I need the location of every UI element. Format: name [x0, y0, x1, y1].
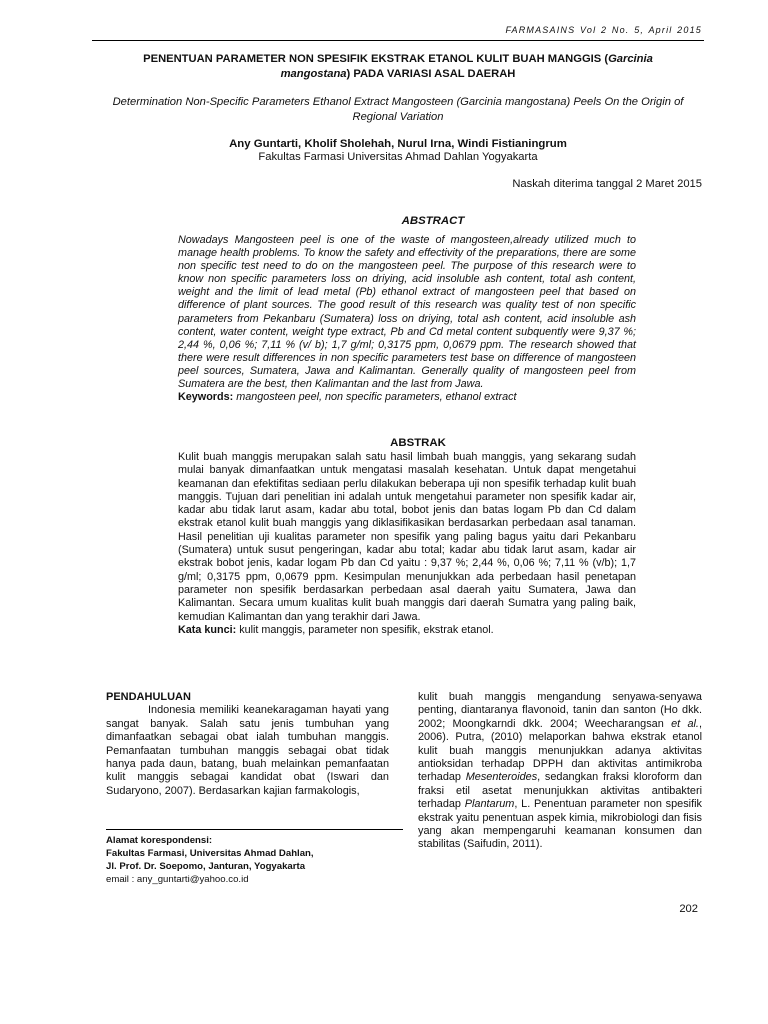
section-heading: PENDAHULUAN	[106, 691, 191, 703]
intro-text-4: , L. Penentuan parameter non spesifik ekstrak yaitu penentuan aspek kimia, mikrobiologi dan fisis yang akan mempengaruhi keamanan konsumen dan stabilitas (Saifudin, 2011).	[418, 798, 702, 851]
intro-right-column	[418, 691, 702, 852]
affiliation: Fakultas Farmasi Universitas Ahmad Dahlan Yogyakarta	[258, 151, 538, 163]
keywords-text: mangosteen peel, non specific parameters, ethanol extract	[233, 391, 517, 404]
abstract-text: Nowadays Mangosteen peel is one of the waste of mangosteen,already utilized much to manage health problems. To know the safety and effectivity of the preparations, there are some non specific test need to do on the mangosteen peel. The purpose of this research were to know non specific parameters loss on driying, acid insoluble ash content, total ash content, weight and the limit of lead metal (Pb) ethanol extract of mangosteen peel that based on difference of plant sources. The good result of this research was quality test of non specific parameters from Pekanbaru (Sumatera) loss on driying, total ash content, acid insoluble ash content, water content, weight type extract, Pb and Cd metal content subquently were 9,37 %; 2,44 %, 0,06 %; 7,11 % (v/ b); 1,7 g/ml; 0,3175 ppm, 0,0679 ppm. The research showed that there were result differences in non specific parameters test base on difference of mangosteen peel sources, Sumatera, Jawa and Kalimantan. Generally quality of mangosteen peel from Sumatera are the best, then Kalimantan and the last from Jawa.	[178, 234, 636, 391]
running-head: FARMASAINS Vol 2 No. 5, April 2015	[505, 25, 702, 35]
abstract-body	[178, 234, 636, 404]
correspondence-line-1: Fakultas Farmasi, Universitas Ahmad Dahlan,	[106, 848, 314, 859]
keywords-label: Keywords:	[178, 391, 234, 404]
intro-mesenteroides: Mesenteroides	[465, 771, 538, 784]
abstract-keywords	[178, 391, 636, 404]
abstrak-heading: ABSTRAK	[390, 437, 446, 449]
title-part-2: ) PADA VARIASI ASAL DAERAH	[346, 68, 516, 80]
intro-paragraph-left: Indonesia memiliki keanekaragaman hayati yang sangat banyak. Salah satu jenis tumbuhan yang dimanfaatkan sebagai obat ialah tumbuhan manggis. Pemanfaatan tumbuhan manggis sebagai obat tidak hanya pada daun, batang, buah melainkan pemanfaatan kulit manggis sebagai kandidat obat (Iswari dan Sudaryono, 2007). Berdasarkan kajian farmakologis,	[106, 704, 389, 797]
intro-paragraph-right	[418, 691, 702, 852]
abstrak-keywords	[178, 624, 636, 637]
title-species: Garcinia mangostana	[280, 53, 653, 80]
correspondence-label: Alamat korespondensi:	[106, 835, 213, 846]
kata-kunci-text: kulit manggis, parameter non spesifik, ekstrak etanol.	[236, 623, 494, 636]
footnote-rule	[106, 829, 403, 830]
title-part-1: PENENTUAN PARAMETER NON SPESIFIK EKSTRAK ETANOL KULIT BUAH MANGGIS (	[143, 53, 609, 65]
header-rule	[92, 40, 704, 41]
correspondence-block	[106, 834, 426, 886]
intro-etal: et al.	[671, 717, 699, 730]
intro-left-column	[106, 691, 389, 798]
english-title: Determination Non-Specific Parameters Ethanol Extract Mangosteen (Garcinia mangostana) Peels On the Origin of Regional Variation	[112, 96, 684, 123]
page-number: 202	[679, 903, 698, 915]
intro-text-1: kulit buah manggis mengandung senyawa-senyawa penting, diantaranya flavonoid, tanin dan santon (Ho dkk. 2002; Moongkarndi dkk. 2004; Weecharangsan	[418, 691, 702, 730]
abstrak-body	[178, 451, 636, 637]
intro-plantarum: Plantarum	[464, 798, 515, 811]
kata-kunci-label: Kata kunci:	[178, 623, 237, 636]
authors: Any Guntarti, Kholif Sholehah, Nurul Irna, Windi Fistianingrum	[229, 138, 567, 150]
paper-title	[110, 52, 686, 82]
intro-text-3: , sedangkan fraksi kloroform dan fraksi etil asetat menunjukkan aktivitas antibakteri terhadap	[418, 771, 702, 811]
correspondence-line-2: Jl. Prof. Dr. Soepomo, Janturan, Yogyakarta	[106, 861, 306, 872]
correspondence-email: email : any_guntarti@yahoo.co.id	[106, 874, 249, 885]
received-date: Naskah diterima tanggal 2 Maret 2015	[512, 178, 702, 190]
abstract-heading: ABSTRACT	[401, 215, 465, 227]
intro-text-2: , 2006). Putra, (2010) melaporkan bahwa ekstrak etanol kulit buah manggis menunjukkan adanya aktivitas antioksidan terhadap DPPH dan aktivitas antimikroba terhadap	[418, 717, 702, 784]
abstrak-text: Kulit buah manggis merupakan salah satu hasil limbah buah manggis, yang sekarang sudah mulai banyak dimanfaatkan untuk mengatasi masalah kesehatan. Untuk dapat mengetahui keamanan dan efektifitas sediaan perlu dilakukan beberapa uji non spesifik terhadap kulit buah manggis. Tujuan dari penelitian ini adalah untuk mengetahui parameter non spesifik kadar air, kadar abu tidak larut asam, kadar abu total, bobot jenis dan batas logam Pb dan Cd dalam ekstrak etanol kulit buah manggis yang diklasifikasikan berdasarkan perbedaan asal tanaman. Hasil penelitian uji kualitas parameter non spesifik yang paling bagus yaitu dari Pekanbaru (Sumatera) untuk susut pengeringan, kadar abu total; kadar abu tidak larut asam, kadar air ekstrak bobot jenis, kadar logam Pb dan Cd yaitu : 9,37 %; 2,44 %, 0,06 %; 7,11 % (v/b); 1,7 g/ml; 0,3175 ppm, 0,0679 ppm. Kesimpulan menunjukkan ada perbedaan hasil penetapan parameter non spesifik berdasarkan perbedaan asal daerah yaitu Sumatera, Jawa dan Kalimantan. Secara umum kualitas kulit buah manggis dari daerah Sumatra yang paling baik, kemudian Kalimantan dan yang terakhir dari Jawa.	[178, 451, 636, 623]
